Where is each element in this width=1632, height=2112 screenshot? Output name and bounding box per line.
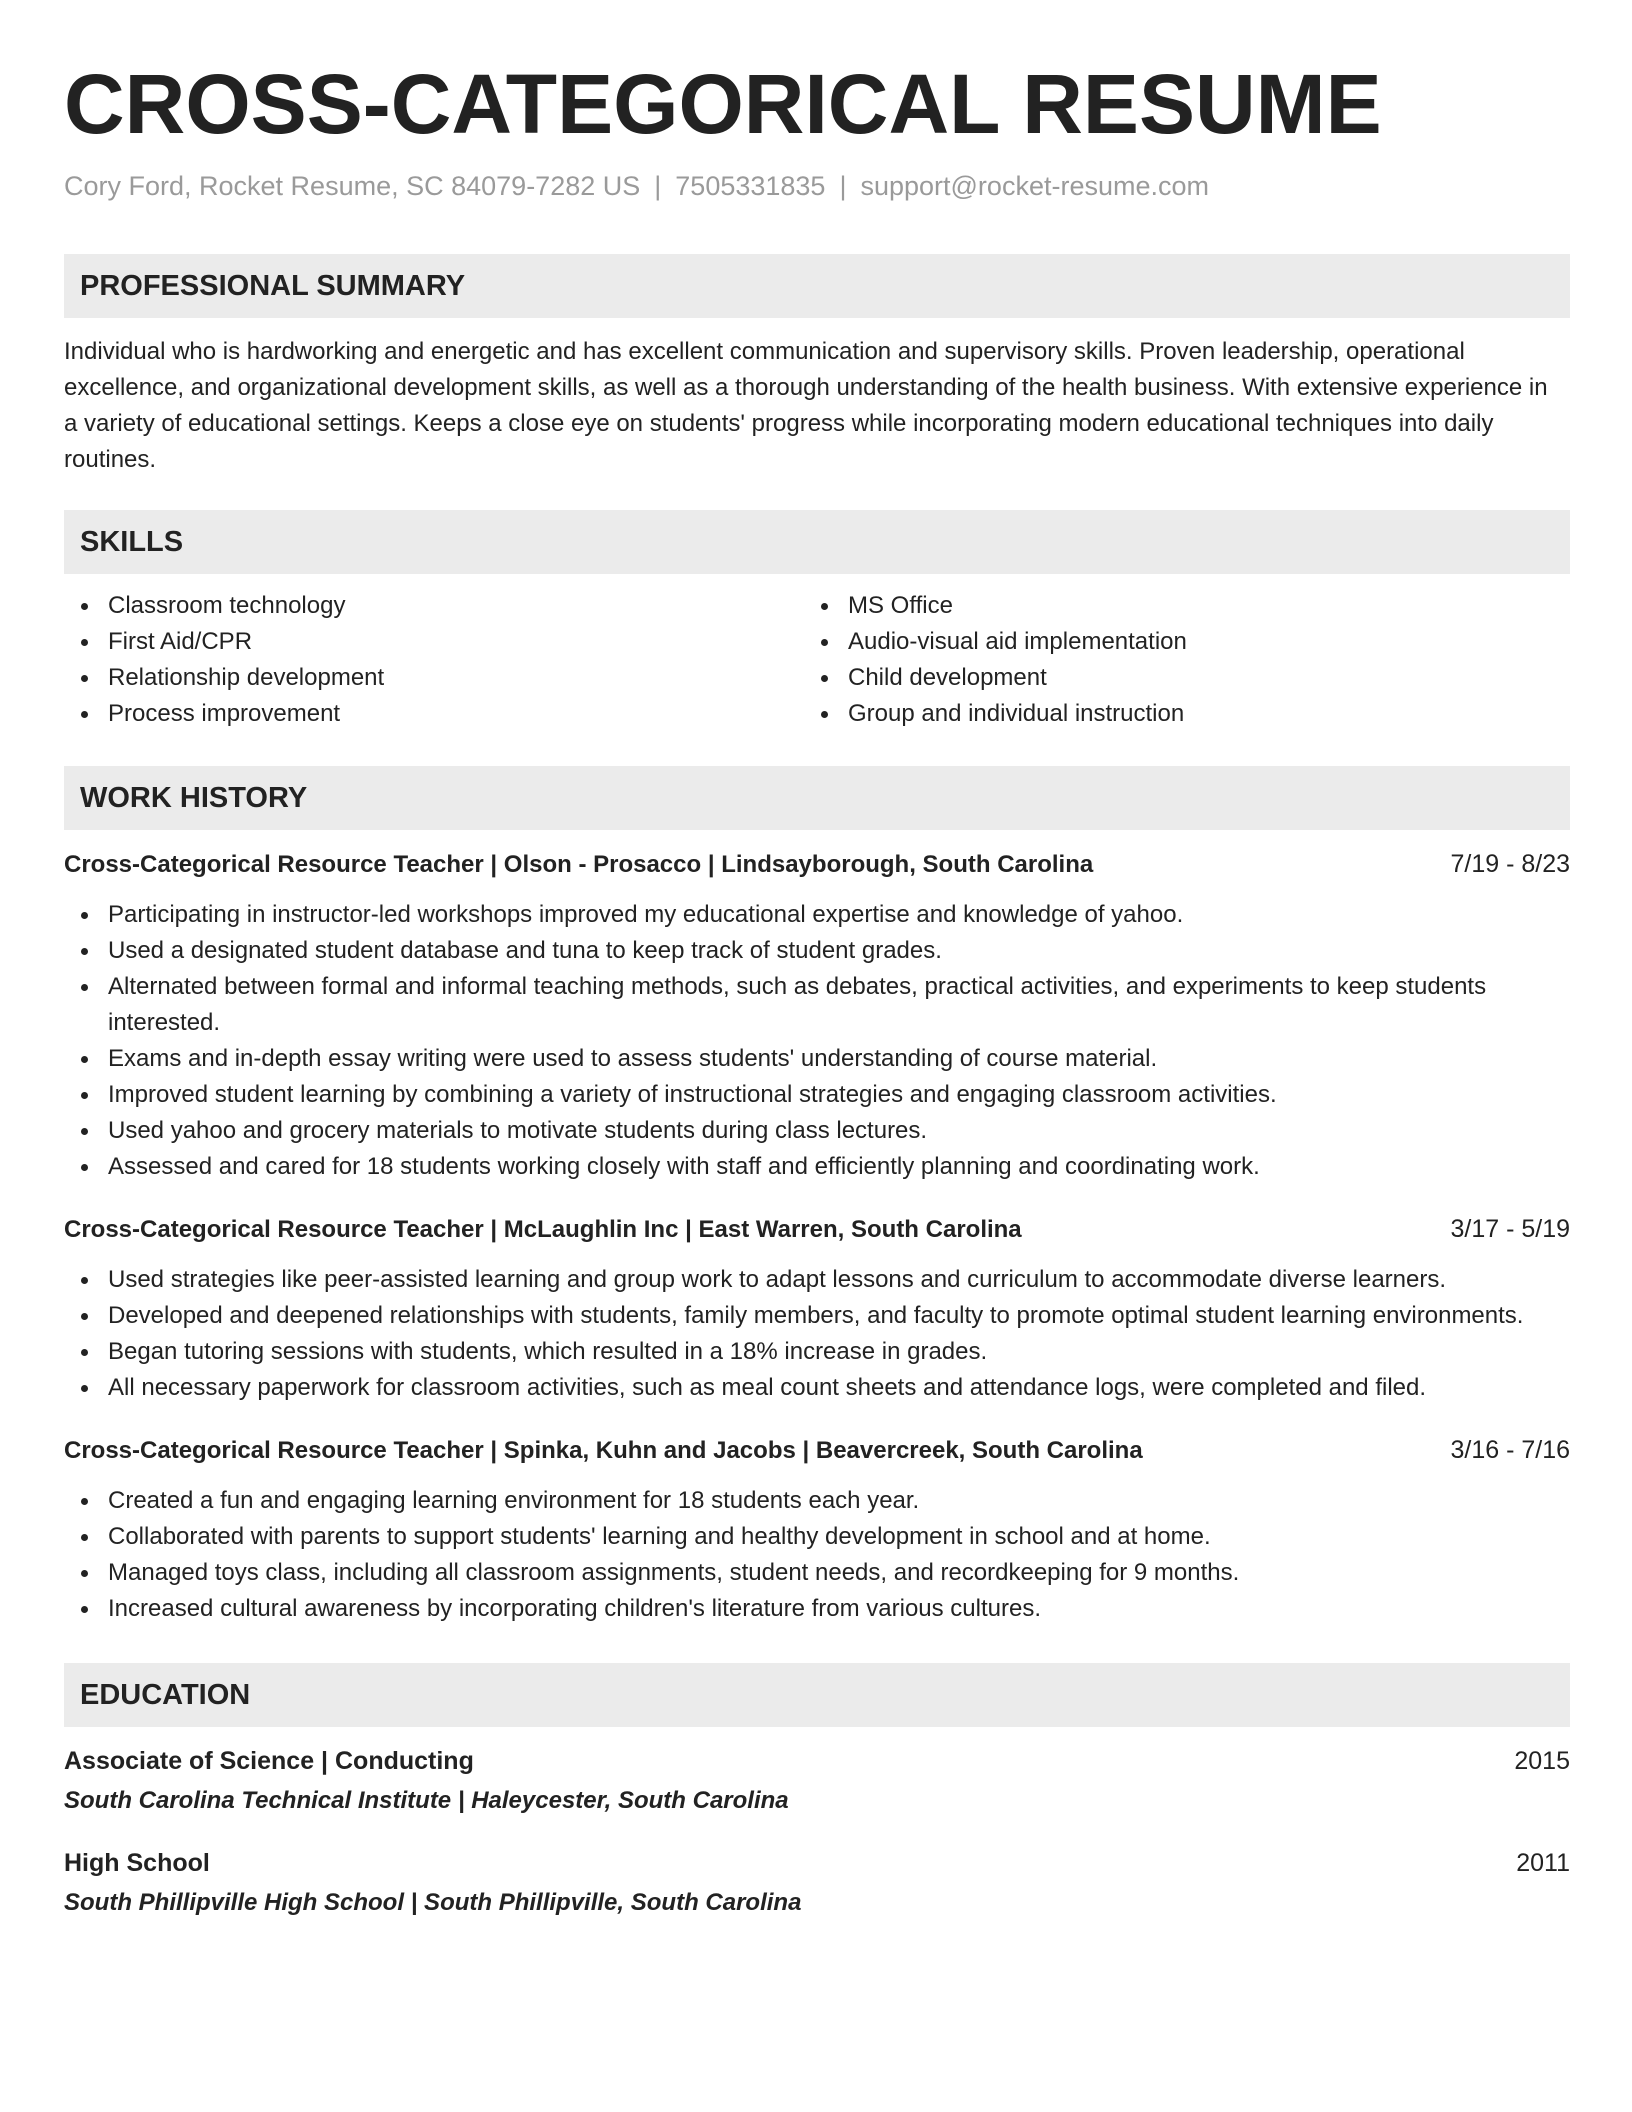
job-entry [64,846,1570,1185]
skills-column-right [804,588,1544,732]
job-bullet: Participating in instructor-led workshops improved my educational expertise and knowledge of yahoo. [64,897,1570,933]
contact-line [64,168,1570,204]
job-bullet: Collaborated with parents to support students' learning and healthy development in school and at home. [64,1519,1570,1555]
job-bullets [64,897,1570,1185]
job-bullets [64,1483,1570,1627]
job-bullet: Used yahoo and grocery materials to motivate students during class lectures. [64,1113,1570,1149]
skill-item: MS Office [804,588,1544,624]
section-header-summary: PROFESSIONAL SUMMARY [64,254,1570,318]
job-bullet: Alternated between formal and informal teaching methods, such as debates, practical activities, and experiments to keep students interested. [64,969,1570,1041]
job-entry [64,1432,1570,1627]
job-bullet: Used strategies like peer-assisted learning and group work to adapt lessons and curriculum to accommodate diverse learners. [64,1262,1570,1298]
job-title: Cross-Categorical Resource Teacher | Olson - Prosacco | Lindsayborough, South Carolina [64,851,1094,878]
job-title: Cross-Categorical Resource Teacher | Spinka, Kuhn and Jacobs | Beavercreek, South Carolina [64,1437,1143,1464]
education-degree: High School [64,1849,210,1877]
education-heading-row [64,1743,1570,1779]
job-heading-row [64,1211,1570,1248]
education-entry [64,1845,1570,1921]
job-bullet: Improved student learning by combining a variety of instructional strategies and engaging classroom activities. [64,1077,1570,1113]
job-dates: 3/16 - 7/16 [1450,1436,1570,1464]
education-year: 2011 [1516,1849,1570,1877]
skill-item: Child development [804,660,1544,696]
education-school: South Phillipville High School | South Phillipville, South Carolina [64,1889,802,1916]
education-year: 2015 [1514,1747,1570,1775]
job-bullet: Developed and deepened relationships with students, family members, and faculty to promote optimal student learning environments. [64,1298,1570,1334]
education-degree: Associate of Science | Conducting [64,1747,474,1775]
job-dates: 3/17 - 5/19 [1450,1215,1570,1243]
contact-phone[interactable]: 7505331835 [675,171,826,201]
section-header-education: EDUCATION [64,1663,1570,1727]
summary-text: Individual who is hardworking and energetic and has excellent communication and supervisory skills. Proven leadership, operational excellence, and organizational development skills, as well as a thorough understanding of the health business. With extensive experience in a variety of educational settings. Keeps a close eye on students' progress while incorporating modern educational techniques into daily routines. [64,338,1548,473]
job-bullets [64,1262,1570,1406]
job-bullet: Created a fun and engaging learning environment for 18 students each year. [64,1483,1570,1519]
job-entry [64,1211,1570,1406]
skills-grid [64,588,1570,732]
skill-item: Group and individual instruction [804,696,1544,732]
job-bullet: Managed toys class, including all classroom assignments, student needs, and recordkeeping for 9 months. [64,1555,1570,1591]
skill-item: Process improvement [64,696,804,732]
skill-item: Classroom technology [64,588,804,624]
job-bullet: Used a designated student database and tuna to keep track of student grades. [64,933,1570,969]
job-dates: 7/19 - 8/23 [1450,850,1570,878]
job-bullet: Began tutoring sessions with students, which resulted in a 18% increase in grades. [64,1334,1570,1370]
contact-address: Cory Ford, Rocket Resume, SC 84079-7282 US [64,171,641,201]
section-header-work-history: WORK HISTORY [64,766,1570,830]
skill-item: Relationship development [64,660,804,696]
job-heading-row [64,846,1570,883]
job-bullet: Exams and in-depth essay writing were used to assess students' understanding of course material. [64,1041,1570,1077]
education-heading-row [64,1845,1570,1881]
job-bullet: Increased cultural awareness by incorporating children's literature from various cultures. [64,1591,1570,1627]
education-school: South Carolina Technical Institute | Haleycester, South Carolina [64,1787,789,1814]
contact-separator: | [839,171,847,201]
job-heading-row [64,1432,1570,1469]
contact-separator: | [654,171,662,201]
job-bullet: All necessary paperwork for classroom activities, such as meal count sheets and attendance logs, were completed and filed. [64,1370,1570,1406]
job-title: Cross-Categorical Resource Teacher | McLaughlin Inc | East Warren, South Carolina [64,1216,1022,1243]
section-header-skills: SKILLS [64,510,1570,574]
skill-item: Audio-visual aid implementation [804,624,1544,660]
skill-item: First Aid/CPR [64,624,804,660]
skills-column-left [64,588,804,732]
education-entry [64,1743,1570,1819]
job-bullet: Assessed and cared for 18 students working closely with staff and efficiently planning and coordinating work. [64,1149,1570,1185]
contact-email[interactable]: support@rocket-resume.com [860,171,1209,201]
resume-title: CROSS-CATEGORICAL RESUME [64,57,1382,151]
